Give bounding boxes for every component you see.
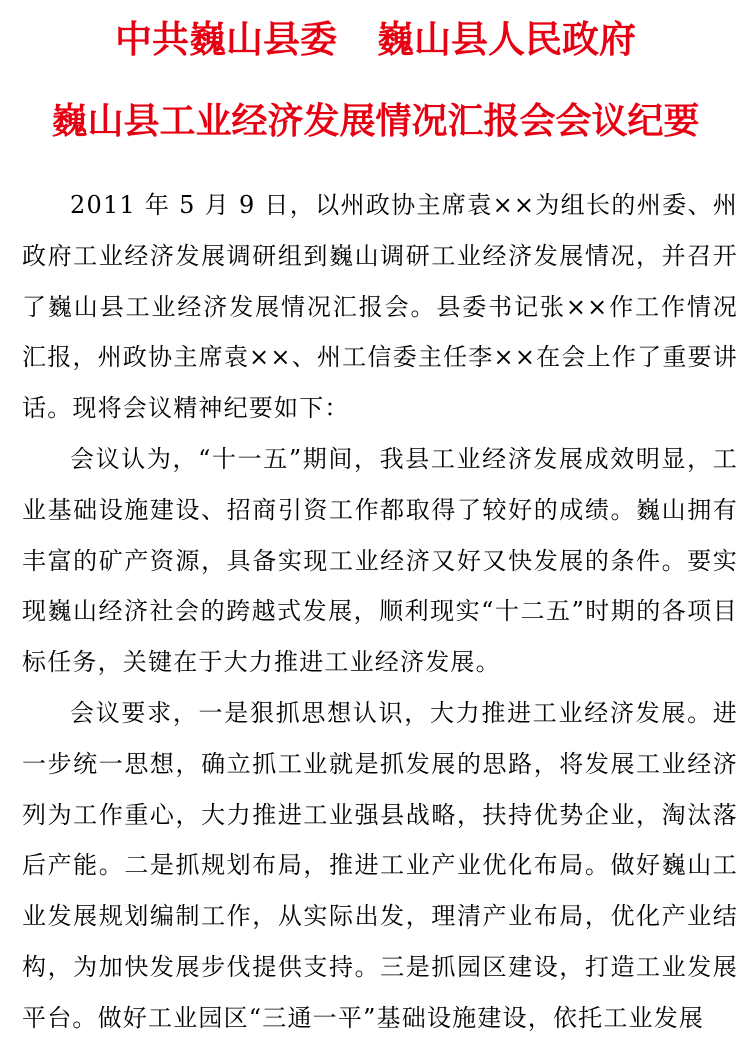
document-body xyxy=(22,180,738,1044)
paragraph-meeting-intro: 2011 年 5 月 9 日，以州政协主席袁××为组长的州委、州政府工业经济发展调研组到巍山调研工业经济发展情况，并召开了巍山县工业经济发展情况汇报会。县委书记张××作工作情况汇报，州政协主席袁××、州工信委主任李××在会上作了重要讲话。现将会议精神纪要如下： xyxy=(22,191,738,423)
issuer-line xyxy=(0,10,751,70)
document-title: 巍山县工业经济发展情况汇报会会议纪要 xyxy=(51,101,700,142)
issuer-party-committee: 中共巍山县委 xyxy=(115,18,337,61)
paragraph-meeting-findings: 会议认为，“十一五”期间，我县工业经济发展成效明显，工业基础设施建设、招商引资工作都取得了较好的成绩。巍山拥有丰富的矿产资源，具备实现工业经济又好又快发展的条件。要实现巍山经济社会的跨越式发展，顺利现实“十二五”时期的各项目标任务，关键在于大力推进工业经济发展。 xyxy=(22,444,738,677)
paragraph-meeting-requirements: 会议要求，一是狠抓思想认识，大力推进工业经济发展。进一步统一思想，确立抓工业就是抓发展的思路，将发展工业经济列为工作重心，大力推进工业强县战略，扶持优势企业，淘汰落后产能。二是抓规划布局，推进工业产业优化布局。做好巍山工业发展规划编制工作，从实际出发，理清产业布局，优化产业结构，为加快发展步伐提供支持。三是抓园区建设，打造工业发展平台。做好工业园区“三通一平”基础设施建设，依托工业发展 xyxy=(22,698,738,1032)
issuer-county-government: 巍山县人民政府 xyxy=(377,18,636,61)
